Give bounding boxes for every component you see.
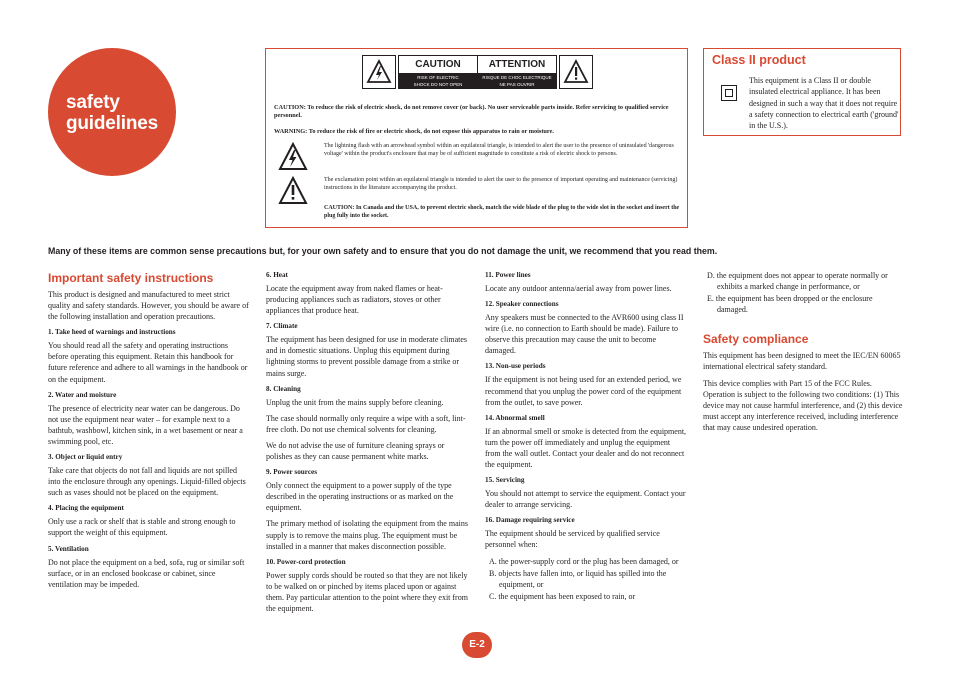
lightning-warning-icon [362, 55, 396, 89]
page-title: safety guidelines [66, 92, 158, 134]
caution-box [265, 48, 688, 228]
class-ii-box [703, 48, 901, 136]
lightning-text: The lightning flash with an arrowhead symbol within an equilateral triangle, is intended to alert the user to the presence of uninsulated 'dangerous voltage' within the product's enclosure that may be of sufficient magnitude to constitute a risk of electric shock to persons. [324, 143, 674, 157]
exclamation-triangle-icon [278, 176, 308, 206]
class-ii-symbol-icon [721, 85, 737, 101]
column-2: 6. Heat Locate the equipment away from naked flames or heat-producing appliances such as radiators, stoves or other appliances that produce heat. 7. Climate The equipment has been designed for use in moderate climates and in domestic situations. Unplug this equipment during lightning storms to prevent possible damage from a strike or mains surge. 8. Cleaning Unplug the unit from the mains supply before cleaning. The case should normally only require a wipe with a soft, lint-free cloth. Do not use chemical solvents for cleaning. We do not advise the use of furniture cleaning sprays or polishes as they can cause permanent white marks. 9. Power sources Only connect the equipment to a power supply of the type described in the operating instructions or as marked on the equipment. The primary method of isolating the equipment from the mains supply is to remove the mains plug. The equipment must be installed in a manner that makes disconnection possible. 10. Power-cord protection Power supply cords should be routed so that they are not likely to be walked on or pinched by items placed upon or against them. Pay particular attention to the point where they exit from the equipment. [266, 271, 468, 613]
warning-text: WARNING: To reduce the risk of fire or electric shock, do not expose this apparatus to rain or moisture. [274, 128, 554, 135]
caution-text: CAUTION: To reduce the risk of electric shock, do not remove cover (or back). No user serviceable parts inside. Refer servicing to qualified service personnel. [274, 104, 669, 119]
caution-label: CAUTION RISK OF ELECTRIC SHOCK DO NOT OPEN [398, 55, 478, 89]
safety-compliance-heading: Safety compliance [703, 332, 809, 347]
intro-text: Many of these items are common sense precautions but, for your own safety and to ensure that you do not damage the unit, we recommend that you read them. [48, 246, 718, 256]
column-1: Important safety instructions This product is designed and manufactured to meet strict quality and safety standards. However, you should be aware of the following installation and operation precautions. 1. Take heed of warnings and instructions You should read all the safety and operating instructions before operating this equipment. Retain this handbook for future reference and adhere to all warnings in the handbook or on the equipment. 2. Water and moisture The presence of electricity near water can be dangerous. Do not use the equipment near water – for example next to a bathtub, washbowl, kitchen sink, in a wet basement or near a swimming pool, etc. 3. Object or liquid entry Take care that objects do not fall and liquids are not spilled into the enclosure through any openings. Liquid-filled objects such as vases should not be placed on the equipment. 4. Placing the equipment Only use a rack or shelf that is stable and strong enough to support the weight of this equipment. 5. Ventilation Do not place the equipment on a bed, sofa, rug or similar soft surface, or in an enclosed bookcase or cabinet, since ventilation may be impeded. [48, 271, 249, 589]
attention-label: ATTENTION RISQUE DE CHOC ELECTRIQUE NE PAS OUVRIR [477, 55, 557, 89]
column-4: D. the equipment does not appear to operate normally or exhibits a marked change in performance, or E. the equipment has been dropped or the enclosure damaged. Safety compliance This equipment has been designed to meet the IEC/EN 60065 international electrical safety standard. This device complies with Part 15 of the FCC Rules. Operation is subject to the following two conditions: (1) This device may not cause harmful interference, and (2) this device must accept any interference received, including interference that may cause undesired operation. [703, 270, 905, 438]
exclamation-text: The exclamation point within an equilateral triangle is intended to alert the user to the presence of important operating and maintenance (servicing) instructions in the literature accompanying the product. [324, 177, 678, 191]
page-number-badge: E-2 [462, 632, 492, 658]
class-ii-text: This equipment is a Class II or double insulated electrical appliance. It has been designed in such a way that it does not require a safety connection to electrical earth ('ground' in the U.S.). [749, 76, 899, 131]
lightning-triangle-icon [278, 142, 308, 172]
exclamation-warning-icon [559, 55, 593, 89]
column-3: 11. Power lines Locate any outdoor antenna/aerial away from power lines. 12. Speaker connections Any speakers must be connected to the AVR600 using class II wire (i.e. no connection to Earth should be made). Failure to observe this precaution may cause the unit to become damaged. 13. Non-use periods If the equipment is not being used for an extended period, we recommend that you unplug the power cord of the equipment from the outlet, to save power. 14. Abnormal smell If an abnormal smell or smoke is detected from the equipment, turn the power off immediately and unplug the equipment from the wall outlet. Contact your dealer and do not reconnect the equipment. 15. Servicing You should not attempt to service the equipment. Contact your dealer to arrange servicing. 16. Damage requiring service The equipment should be serviced by qualified service personnel when: A. the power-supply cord or the plug has been damaged, or B. objects have fallen into, or liquid has spilled into the equipment, or C. the equipment has been exposed to rain, or [485, 271, 687, 601]
important-safety-heading: Important safety instructions [48, 271, 214, 285]
canada-text: CAUTION: In Canada and the USA, to prevent electric shock, match the wide blade of the plug to the wide slot in the socket and insert the plug fully into the socket. [324, 205, 680, 219]
title-circle [48, 48, 176, 176]
class-ii-heading: Class II product [712, 53, 806, 67]
